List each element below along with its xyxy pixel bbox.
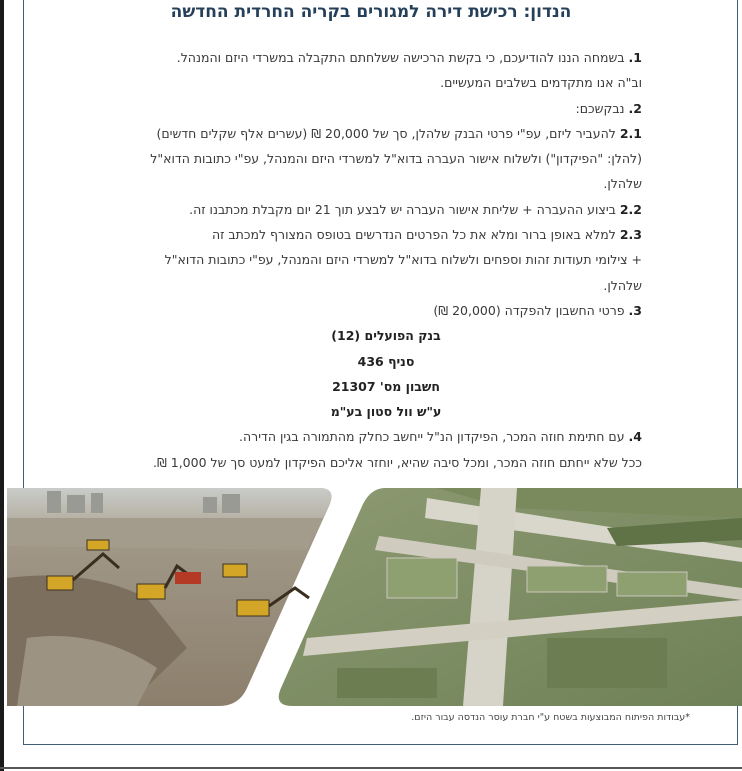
roads-photo: [279, 488, 742, 706]
item-2-2-number: 2.2: [619, 201, 642, 217]
item-4-continuation: ככל שלא ייחתם חוזה המכר, ומכל סיבה שהיא, יוחזר אליכם הפיקדון למעט סך של 1,000 ₪.: [153, 454, 642, 470]
item-2-2-text: ביצוע ההעברה + שליחת אישור העברה יש לבצע תוך 21 יום מקבלת מכתבנו זה.: [189, 201, 616, 217]
item-2-number: 2.: [628, 100, 642, 116]
item-2-1-continuation-2: שלהלן.: [603, 176, 642, 192]
account-holder: ע"ש וול סטון בע"מ: [330, 404, 442, 420]
item-2-2-line: [130, 197, 642, 222]
item-3-text: פרטי החשבון להפקדה (20,000 ₪): [433, 302, 625, 318]
item-2-3-continuation: + צילומי תעודות זהות וספחים ולשלוח בדוא"ל למשרדי היזם והמנהל, עפ"י כתובות הדוא"ל: [164, 252, 642, 268]
item-1-continuation: וב"ה אנו מתקדמים בשלבים המעשיים.: [440, 75, 642, 91]
item-2-1-line: [130, 121, 642, 146]
item-2-3-continuation-2: שלהלן.: [603, 277, 642, 293]
item-2-1-continuation: (להלן: "הפיקדון") ולשלוח אישור העברה בדוא"ל למשרדי היזם והמנהל, עפ"י כתובות הדוא"ל: [150, 151, 642, 167]
bank-account: חשבון מס' 21307: [332, 378, 440, 394]
letter-subject: הנדון: רכישת דירה למגורים בקריה החרדית החדשה: [170, 2, 572, 22]
item-2-1-text: להעביר ליזם, עפ"י פרטי הבנק שלהלן, סך של 20,000 ₪ (עשרים אלף שקלים חדשים): [156, 125, 616, 141]
item-2-1-number: 2.1: [619, 125, 642, 141]
item-1-number: 1.: [628, 50, 642, 65]
item-3-number: 3.: [628, 302, 642, 318]
item-1-text: בשמחה הננו להודיעכם, כי בקשת הרכישה ששלחתם התקבלה במשרדי היזם והמנהל.: [176, 50, 625, 65]
bank-name: בנק הפועלים (12): [331, 328, 441, 344]
item-2-3-line: [130, 222, 642, 247]
item-2-text: נבקשכם:: [575, 100, 625, 116]
earthworks-photo: [7, 488, 331, 706]
item-4-text: עם חתימת חוזה המכר, הפיקדון הנ"ל ייחשב כחלק מהתמורה בגין הדירה.: [239, 429, 625, 445]
item-1-line: [130, 45, 642, 70]
photo-caption: *עבודות הפיתוח המבוצעות בשטח ע"י חברת עוסר הנדסה עבור היזם.: [411, 712, 690, 723]
item-2-3-text: למלא באופן ברור ומלא את כל הפרטים הנדרשים בטופס המצורף למכתב זה: [211, 227, 616, 243]
construction-photos: [7, 488, 742, 706]
bottom-edge-rule: [0, 767, 742, 769]
bank-branch: סניף 436: [357, 353, 415, 369]
item-3-line: [130, 298, 642, 323]
letter-body: [130, 45, 642, 475]
item-2-line: [130, 96, 642, 121]
left-edge-rule: [0, 0, 4, 771]
item-4-line: [130, 424, 642, 449]
item-4-number: 4.: [628, 429, 642, 445]
item-2-3-number: 2.3: [619, 227, 642, 243]
